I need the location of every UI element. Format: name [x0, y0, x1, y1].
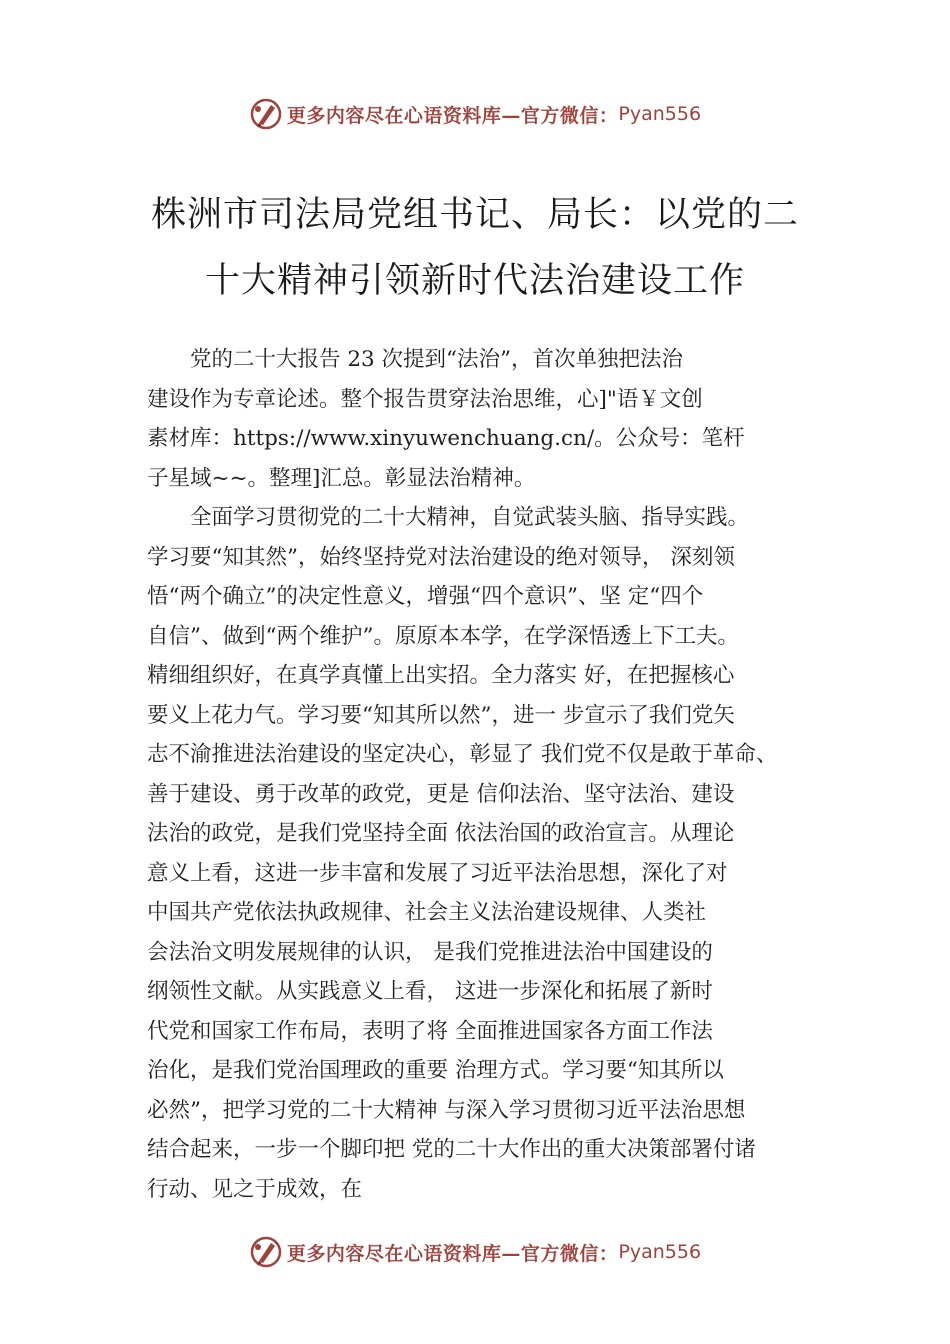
body-line: 法治的政党，是我们党坚持全面 依法治国的政治宣言。从理论	[147, 821, 735, 846]
body-line: 悟“两个确立”的决定性意义，增强“四个意识”、坚 定“四个	[147, 584, 704, 609]
wechat-id: Pyan556	[618, 1241, 702, 1263]
body-line: 学习要“知其然”，始终坚持党对法治建设的绝对领导， 深刻领	[147, 544, 735, 570]
body-line: 志不渝推进法治建设的坚定决心，彰显了 我们党不仅是敢于革命、	[147, 742, 778, 767]
pen-logo-icon	[249, 97, 283, 131]
body-line: 全面学习贯彻党的二十大精神，自觉武装头脑、指导实践。	[147, 505, 750, 530]
body-line: 党的二十大报告 23 次提到“法治”，首次单独把法治	[147, 347, 684, 372]
body-line: 要义上花力气。学习要“知其所以然”，进一 步宣示了我们党矢	[147, 702, 735, 728]
body-line: 建设作为专章论述。整个报告贯穿法治思维，心]"语￥文创	[147, 386, 703, 412]
banner-text: 更多内容尽在心语资料库—官方微信：	[286, 1242, 619, 1265]
wechat-id: Pyan556	[618, 103, 702, 125]
document-body	[147, 340, 847, 1209]
body-line: 子星域~~。整理]汇总。彰显法治精神。	[147, 465, 536, 491]
body-line: 会法治文明发展规律的认识， 是我们党推进法治中国建设的	[147, 939, 713, 965]
title-line-1: 株洲市司法局党组书记、局长：以党的二	[150, 195, 799, 235]
body-line: 中国共产党依法执政规律、社会主义法治建设规律、人类社	[147, 900, 707, 925]
body-line: 精细组织好，在真学真懂上出实招。全力落实 好，在把握核心	[147, 663, 735, 688]
document-title	[0, 182, 950, 314]
title-line-2: 十大精神引领新时代法治建设工作	[204, 261, 745, 301]
body-line: 意义上看，这进一步丰富和发展了习近平法治思想，深化了对	[147, 860, 728, 886]
body-line: 必然”，把学习党的二十大精神 与深入学习贯彻习近平法治思想	[147, 1097, 746, 1123]
body-line: 行动、见之于成效，在	[147, 1176, 363, 1202]
body-line: 自信”、做到“两个维护”。原原本本学，在学深悟透上下工夫。	[147, 623, 739, 649]
footer-banner	[0, 1232, 950, 1272]
body-line: 善于建设、勇于改革的政党，更是 信仰法治、坚守法治、建设	[147, 781, 735, 807]
banner-text: 更多内容尽在心语资料库—官方微信：	[286, 104, 619, 127]
header-banner	[0, 94, 950, 134]
body-line: 纲领性文献。从实践意义上看， 这进一步深化和拓展了新时	[147, 979, 713, 1004]
body-line: 结合起来，一步一个脚印把 党的二十大作出的重大决策部署付诸	[147, 1137, 756, 1162]
pen-logo-icon	[249, 1235, 283, 1269]
body-line: 代党和国家工作布局，表明了将 全面推进国家各方面工作法	[147, 1018, 713, 1044]
body-line: 治化，是我们党治国理政的重要 治理方式。学习要“知其所以	[147, 1058, 724, 1083]
body-line: 素材库：https://www.xinyuwenchuang.cn/。公众号：笔杆	[147, 426, 745, 451]
